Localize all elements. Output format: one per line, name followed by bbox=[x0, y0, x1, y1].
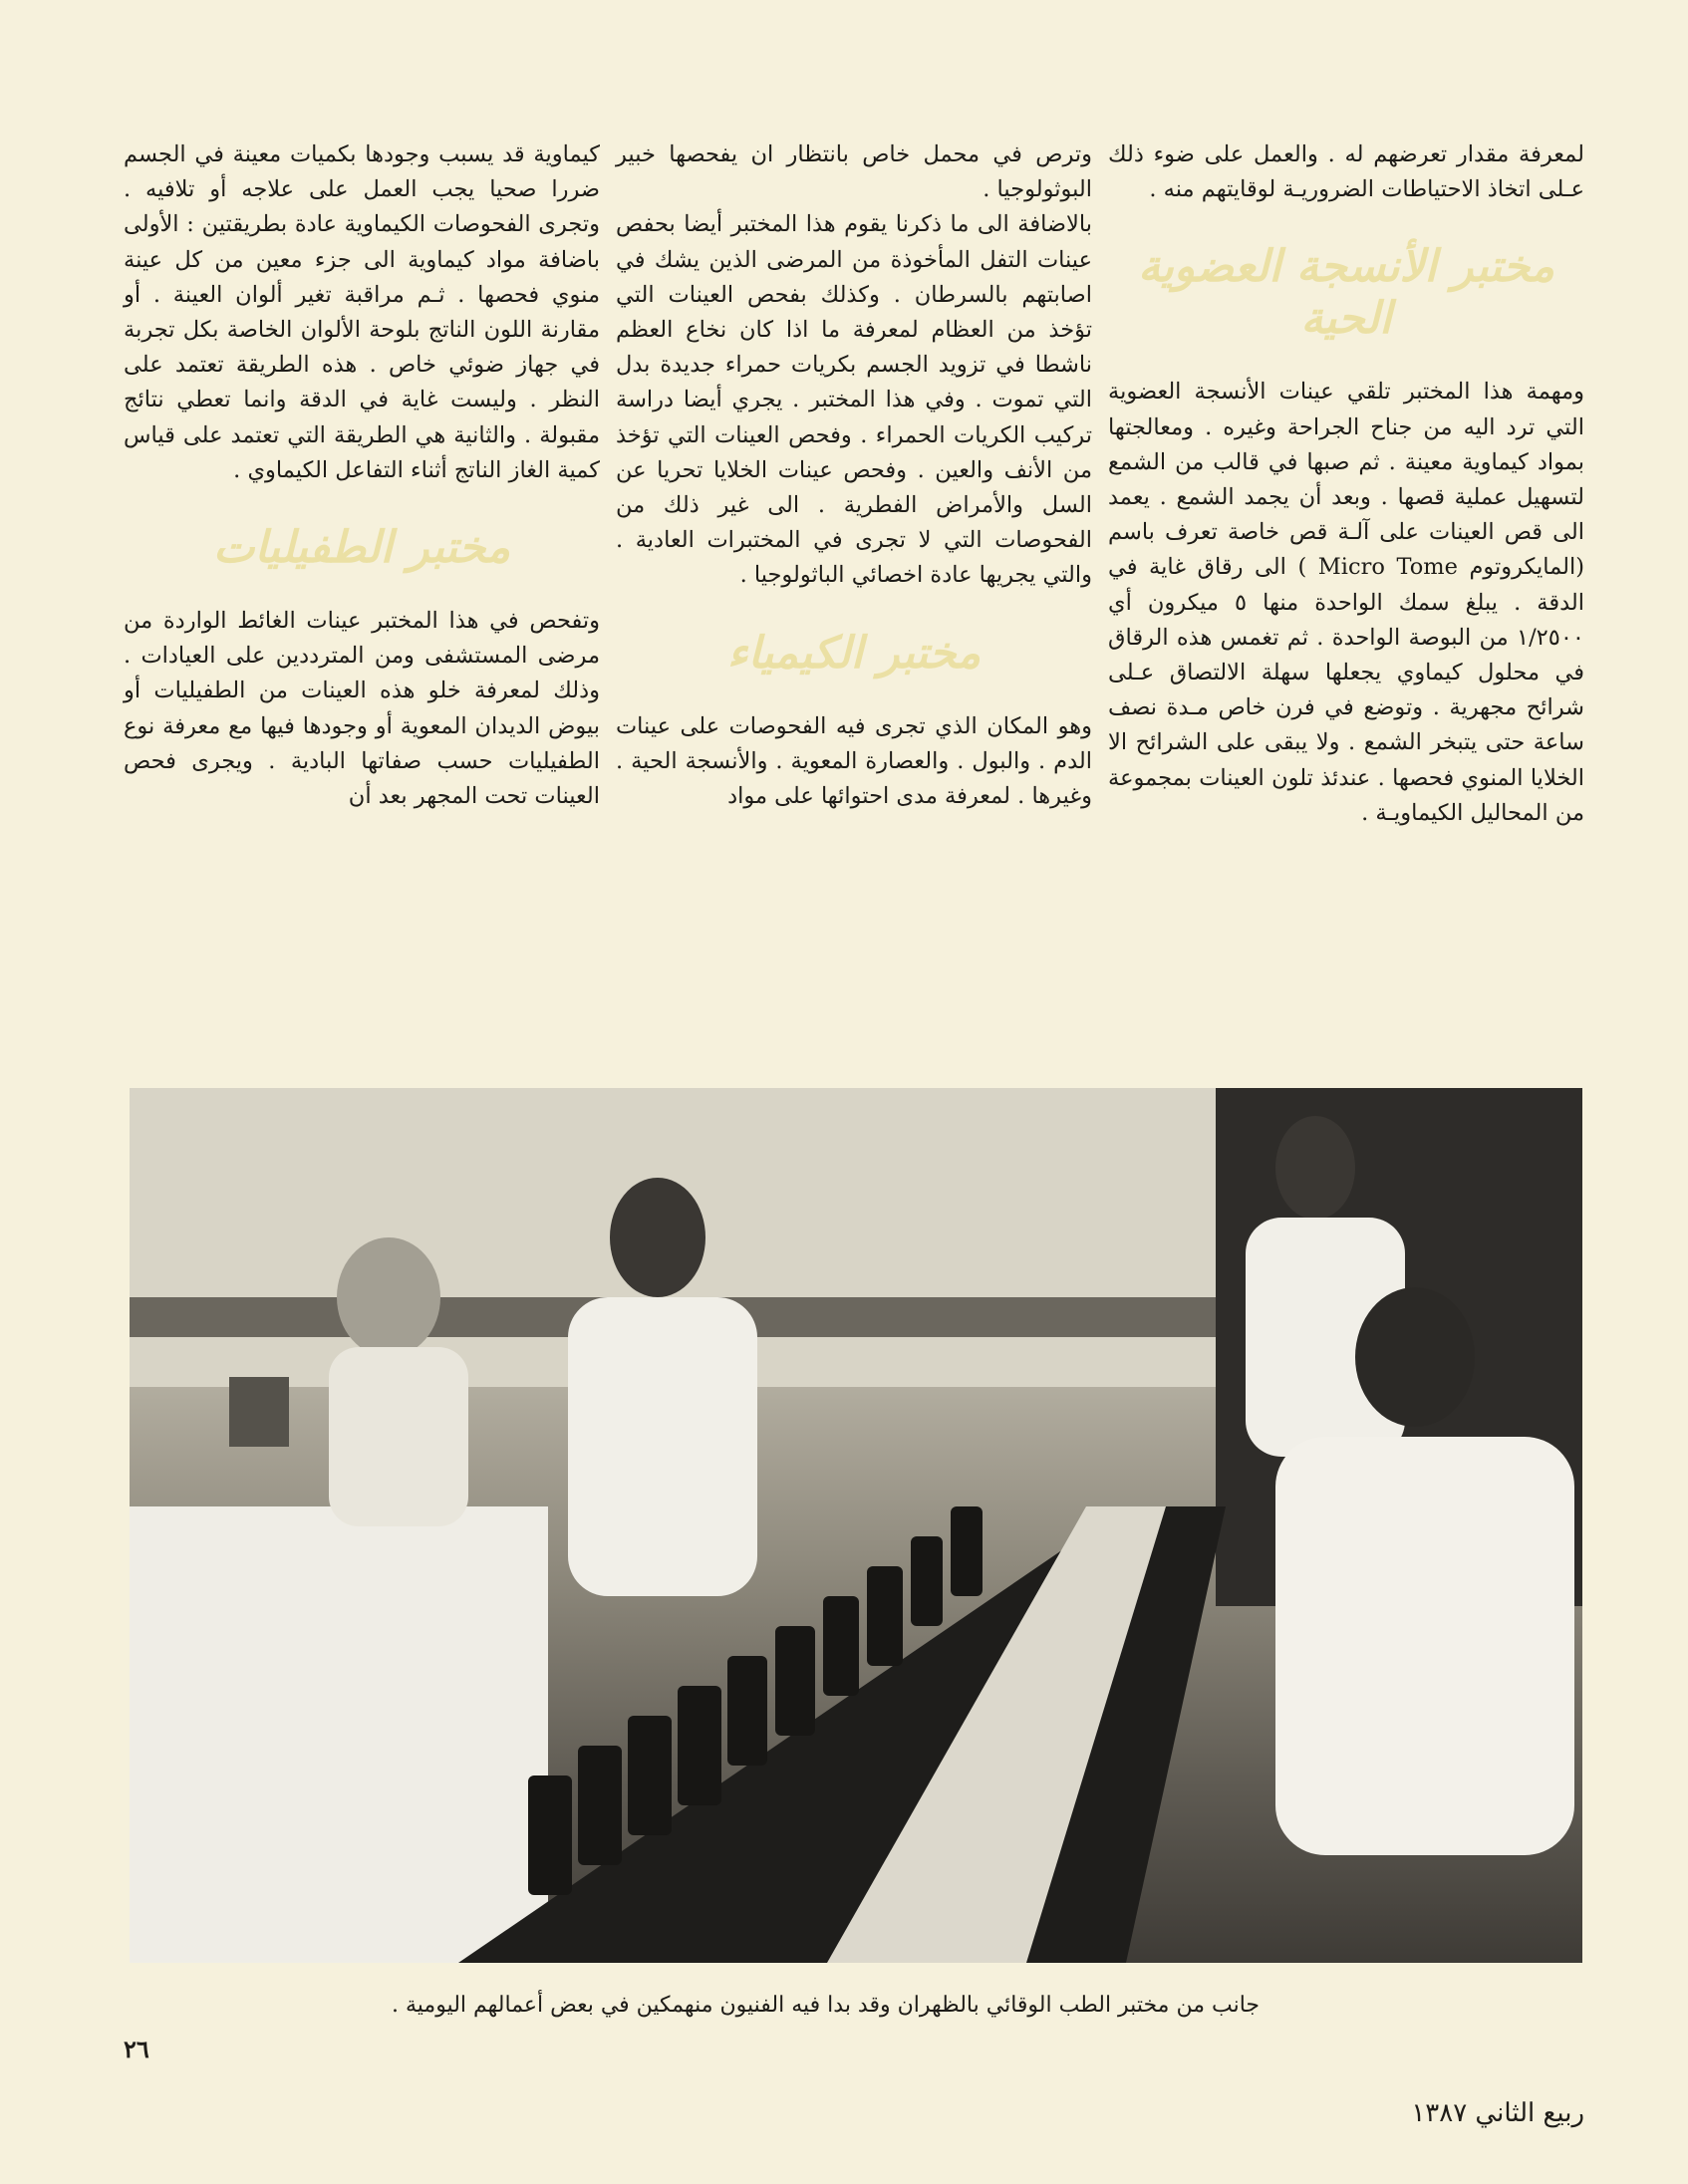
paragraph: وهو المكان الذي تجرى فيه الفحوصات على عينات الدم . والبول . والعصارة المعوية . والأنسجة الحية . وغيرها . لمعرفة مدى احتوائها على مواد bbox=[616, 712, 1092, 810]
technician-center-head bbox=[610, 1178, 705, 1297]
microscope bbox=[229, 1377, 289, 1447]
paragraph: كيماوية قد يسبب وجودها بكميات معينة في الجسم ضررا صحيا يجب العمل على علاجه أو تلافيه . وتجرى الفحوصات الكيماوية عادة بطريقتين : الأولى باضافة مواد كيماوية الى جزء معين من كل عينة منوي فحصها . ثـم مراقبة تغير ألوان العينة . أو مقارنة اللون الناتج بلوحة الألوان الخاصة بكل تجربة في جهاز ضوئي خاص . هذه الطريقة تعتمد على النظر . وليست غاية في الدقة وانما تعطي نتائج مقبولة . والثانية هي الطريقة التي تعتمد على قياس كمية الغاز الناتج أثناء التفاعل الكيماوي . bbox=[124, 141, 600, 483]
issue-date: ربيع الثاني ١٣٨٧ bbox=[1411, 2098, 1584, 2128]
paragraph: لمعرفة مقدار تعرضهم له . والعمل على ضوء ذلك عـلى اتخاذ الاحتياطات الضروريـة لوقايتهم منه . bbox=[1108, 141, 1584, 203]
laboratory-photo bbox=[130, 1088, 1582, 1963]
text-column-left bbox=[124, 137, 600, 814]
paragraph: بالاضافة الى ما ذكرنا يقوم هذا المختبر أيضا بحفص عينات التفل المأخوذة من المرضى الذين يشك في اصابتهم بالسرطان . وكذلك بفحص العينات التي تؤخذ من العظام لمعرفة ما اذا كان نخاع العظم ناشطا في تزويد الجسم بكريات حمراء جديدة بدل التي تموت . وفي هذا المختبر . يجري أيضا دراسة تركيب الكريات الحمراء . وفحص العينات التي تؤخذ من الأنف والعين . وفحص عينات الخلايا تحريا عن السل والأمراض الفطرية . الى غير ذلك من الفحوصات التي لا تجرى في المختبرات العادية . والتي يجريها عادة اخصائي الباثولوجيا . bbox=[616, 211, 1092, 589]
text-column-middle bbox=[616, 137, 1092, 814]
paragraph: وتفحص في هذا المختبر عينات الغائط الواردة من مرضى المستشفى ومن المترددين على العيادات . وذلك لمعرفة خلو هذه العينات من الطفيليات أو بيوض الديدان المعوية أو وجودها فيها مع معرفة نوع الطفيليات حسب صفاتها البادية . ويجرى فحص العينات تحت المجهر بعد أن bbox=[124, 608, 600, 810]
photo-caption: جانب من مختبر الطب الوقائي بالظهران وقد بدا فيه الفنيون منهمكين في بعض أعمالهم اليومية . bbox=[391, 1993, 1260, 2018]
technician-front-right-body bbox=[1275, 1437, 1574, 1855]
paragraph: وترص في محمل خاص بانتظار ان يفحصها خبير البوثولوجيا . bbox=[616, 141, 1092, 203]
section-heading-chemistry-lab: مختبر الكيمياء bbox=[726, 627, 982, 679]
section-heading-tissue-lab: مختبر الأنسجة العضوية الحية bbox=[1138, 241, 1554, 345]
foreground-desk bbox=[130, 1506, 548, 1963]
paragraph: ومهمة هذا المختبر تلقي عينات الأنسجة العضوية التي ترد اليه من جناح الجراحة وغيره . ومعالجتها بمواد كيماوية معينة . ثم صبها في قالب من الشمع لتسهيل عملية قصها . وبعد أن يجمد الشمع . يعمد الى قص العينات على آلـة قص خاصة تعرف باسم (المايكروتوم Micro Tome ) الى رقاق غاية في الدقة . يبلغ سمك الواحدة منها ٥ ميكرون أي ١/٢٥٠٠ من البوصة الواحدة . ثم تغمس هذه الرقاق في محلول كيماوي يجعلها سهلة الالتصاق عـلى شرائح مجهرية . وتوضع في فرن خاص مـدة نصف ساعة حتى يتبخر الشمع . ولا يبقى على الشرائح الا الخلايا المنوي فحصها . عندئذ تلون العينات بمجموعة من المحاليل الكيماويـة . bbox=[1108, 379, 1585, 826]
technician-front-right-head bbox=[1355, 1287, 1475, 1427]
section-heading-parasitology-lab: مختبر الطفيليات bbox=[212, 522, 511, 574]
technician-back-right-head bbox=[1275, 1116, 1355, 1220]
text-column-right bbox=[1108, 137, 1584, 831]
page-number: ٢٦ bbox=[124, 2035, 149, 2063]
laboratory-photo-illustration bbox=[130, 1088, 1582, 1963]
technician-left-head bbox=[337, 1237, 440, 1357]
technician-center-body bbox=[568, 1297, 757, 1596]
technician-left-body bbox=[329, 1347, 468, 1526]
